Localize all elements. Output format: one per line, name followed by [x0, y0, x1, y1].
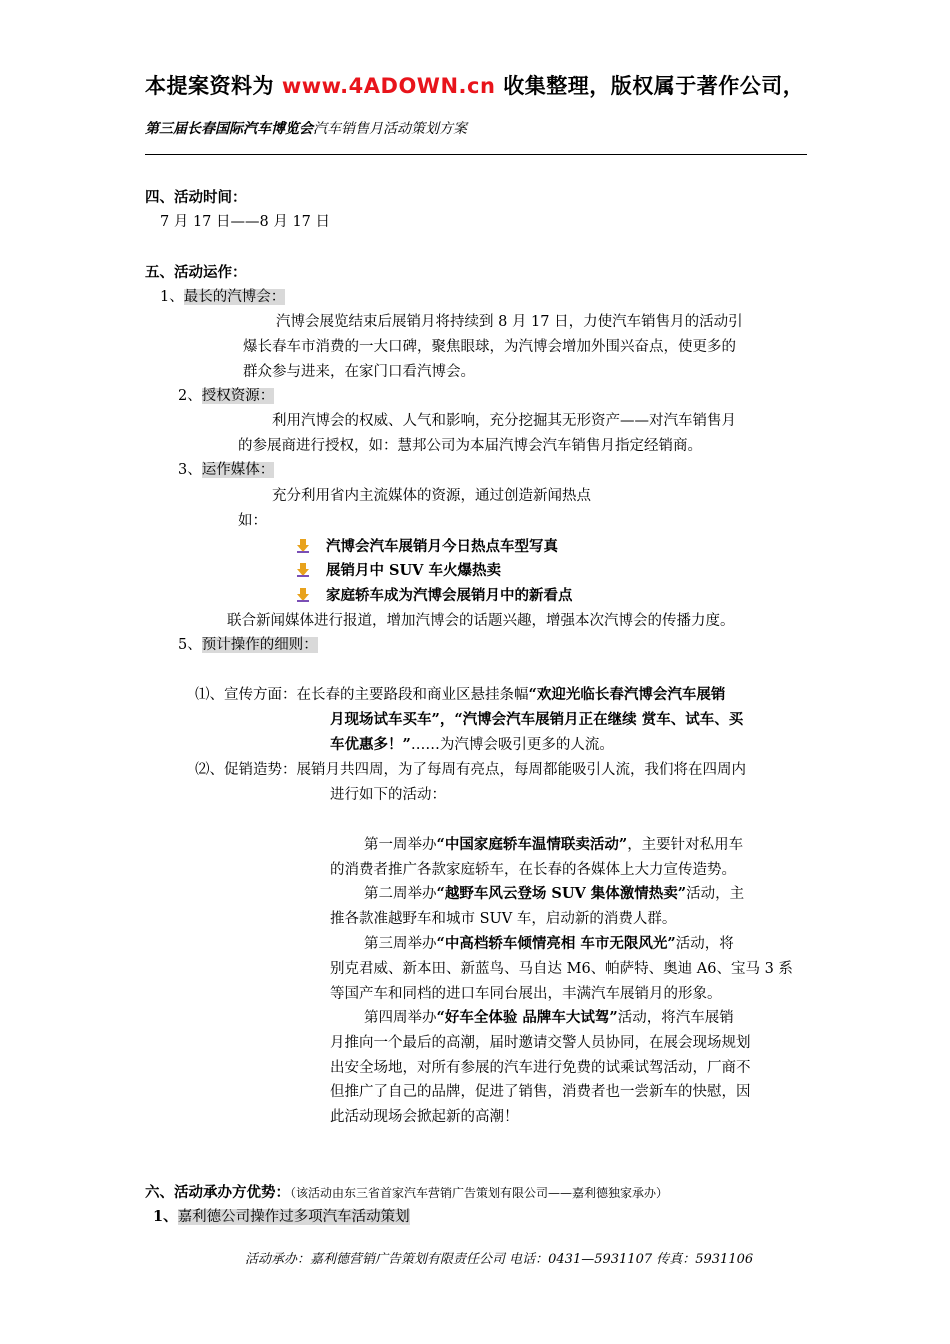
item-2-heading — [178, 384, 274, 405]
week-3-suffix: 活动，将 — [675, 936, 734, 952]
item-5-number: 5、 — [178, 637, 202, 653]
arrow-bullet-icon — [296, 539, 310, 553]
week-4-line-5: 此活动现场会掀起新的高潮！ — [330, 1109, 519, 1125]
item-1-number: 1、 — [160, 289, 184, 305]
week-3-prefix: 第三周举办 — [364, 936, 437, 952]
week-4-line-2: 月推向一个最后的高潮，届时邀请交警人员协同，在展会现场规划 — [330, 1035, 751, 1051]
item-5-heading — [178, 633, 318, 654]
banner-url[interactable]: www.4ADOWN.cn — [281, 74, 496, 98]
week-2-prefix: 第二周举办 — [364, 886, 437, 902]
page-footer: 活动承办：嘉利德营销广告策划有限责任公司 电话：0431—5931107 传真：5931106 — [245, 1252, 754, 1267]
section-5-heading: 五、活动运作： — [145, 264, 247, 281]
week-4-prefix: 第四周举办 — [364, 1010, 437, 1026]
item-2-number: 2、 — [178, 388, 202, 404]
item-2-line-1: 利用汽博会的权威、人气和影响，充分挖掘其无形资产——对汽车销售月 — [272, 413, 736, 429]
detail-2-line-1 — [195, 758, 746, 779]
detail-1-quote-a: “欢迎光临长春汽博会汽车展销 — [528, 686, 726, 703]
section-6-heading: 六、活动承办方优势： — [145, 1184, 290, 1201]
week-2-line-1 — [364, 882, 744, 903]
section-6-heading-row — [145, 1181, 668, 1202]
week-1-suffix: ，主要针对私用车 — [627, 837, 744, 853]
banner-prefix: 本提案资料为 — [145, 74, 274, 98]
section-6-note: （该活动由东三省首家汽车营销广告策划有限公司——嘉利德独家承办） — [290, 1186, 669, 1200]
detail-1-quote-b: 月现场试车买车”，“汽博会汽车展销月正在继续 赏车、试车、买 — [330, 711, 744, 728]
item-1-line-3: 群众参与进来，在家门口看汽博会。 — [243, 364, 475, 380]
detail-1-quote-c: 车优惠多！” — [330, 736, 411, 753]
detail-1-line-1 — [195, 683, 725, 704]
media-bullet-3-text: 家庭轿车成为汽博会展销月中的新看点 — [326, 587, 573, 604]
item-1-heading — [160, 285, 285, 306]
item-1-line-1: 汽博会展览结束后展销月将持续到 8 月 17 日，力使汽车销售月的活动引 — [276, 314, 743, 330]
week-3-line-1 — [364, 932, 734, 953]
event-dates: 7 月 17 日——8 月 17 日 — [160, 214, 331, 230]
media-bullet-3 — [296, 584, 573, 605]
week-1-line-2: 的消费者推广各款家庭轿车，在长春的各媒体上大力宣传造势。 — [330, 862, 736, 878]
plan-name: 汽车销售月活动策划方案 — [313, 121, 467, 137]
arrow-bullet-icon — [296, 588, 310, 602]
week-2-suffix: 活动，主 — [686, 886, 745, 902]
item-1-line-2: 爆长春车市消费的一大口碑，聚焦眼球，为汽博会增加外围兴奋点，使更多的 — [243, 339, 736, 355]
week-4-line-4: 但推广了自己的品牌，促进了销售，消费者也一尝新车的快慰，因 — [330, 1084, 751, 1100]
week-1-prefix: 第一周举办 — [364, 837, 437, 853]
week-1-name: “中国家庭轿车温情联卖活动” — [436, 836, 628, 853]
detail-2-text: 展销月共四周，为了每周有亮点，每周都能吸引人流，我们将在四周内 — [296, 762, 746, 778]
week-4-line-3: 出安全场地，对所有参展的汽车进行免费的试乘试驾活动，厂商不 — [330, 1060, 751, 1076]
section-6-item-1-title: 嘉利德公司操作过多项汽车活动策划 — [177, 1209, 410, 1225]
banner-suffix: 收集整理，版权属于著作公司， — [503, 74, 805, 98]
week-3-name: “中高档轿车倾情亮相 车市无限风光” — [436, 935, 676, 952]
week-4-suffix: 活动，将汽车展销 — [617, 1010, 734, 1026]
event-name: 第三届长春国际汽车博览会 — [145, 121, 313, 137]
item-3-title: 运作媒体： — [201, 462, 275, 478]
item-2-title: 授权资源： — [201, 388, 275, 404]
item-3-line-2: 如： — [238, 513, 267, 529]
week-1-line-1 — [364, 833, 743, 854]
source-banner — [145, 70, 804, 100]
detail-1-line-3 — [330, 733, 614, 754]
media-bullet-1 — [296, 535, 558, 556]
week-2-name: “越野车风云登场 SUV 集体激情热卖” — [436, 885, 687, 902]
week-3-line-3: 等国产车和同档的进口车同台展出，丰满汽车展销月的形象。 — [330, 986, 722, 1002]
item-3-heading — [178, 458, 274, 479]
arrow-bullet-icon — [296, 563, 310, 577]
item-3-number: 3、 — [178, 462, 202, 478]
detail-1-text-c: ……为汽博会吸引更多的人流。 — [410, 737, 614, 753]
item-3-line-1: 充分利用省内主流媒体的资源，通过创造新闻热点 — [272, 488, 591, 504]
week-4-name: “好车全体验 品牌车大试驾” — [436, 1009, 618, 1026]
section-6-item-1 — [153, 1205, 410, 1226]
media-closing: 联合新闻媒体进行报道，增加汽博会的话题兴趣，增强本次汽博会的传播力度。 — [227, 613, 735, 629]
item-5-title: 预计操作的细则： — [201, 637, 318, 653]
week-3-line-2: 别克君威、新本田、新蓝鸟、马自达 M6、帕萨特、奥迪 A6、宝马 3 系 — [330, 961, 793, 977]
detail-1-label: ⑴、宣传方面： — [195, 687, 297, 703]
item-1-title: 最长的汽博会： — [183, 289, 286, 305]
detail-1-text-a: 在长春的主要路段和商业区悬挂条幅 — [296, 687, 529, 703]
week-2-line-2: 推各款准越野车和城市 SUV 车，启动新的消费人群。 — [330, 911, 677, 927]
item-2-line-2: 的参展商进行授权，如：慧邦公司为本届汽博会汽车销售月指定经销商。 — [238, 438, 702, 454]
section-6-item-1-number: 1、 — [153, 1208, 178, 1225]
media-bullet-1-text: 汽博会汽车展销月今日热点车型写真 — [326, 538, 558, 555]
media-bullet-2-text: 展销月中 SUV 车火爆热卖 — [326, 562, 501, 579]
header-divider — [145, 154, 807, 155]
document-title — [145, 118, 467, 138]
detail-2-label: ⑵、促销造势： — [195, 762, 297, 778]
week-4-line-1 — [364, 1006, 734, 1027]
detail-2-line-2: 进行如下的活动： — [330, 787, 446, 803]
section-4-heading: 四、活动时间： — [145, 189, 247, 206]
media-bullet-2 — [296, 559, 501, 580]
